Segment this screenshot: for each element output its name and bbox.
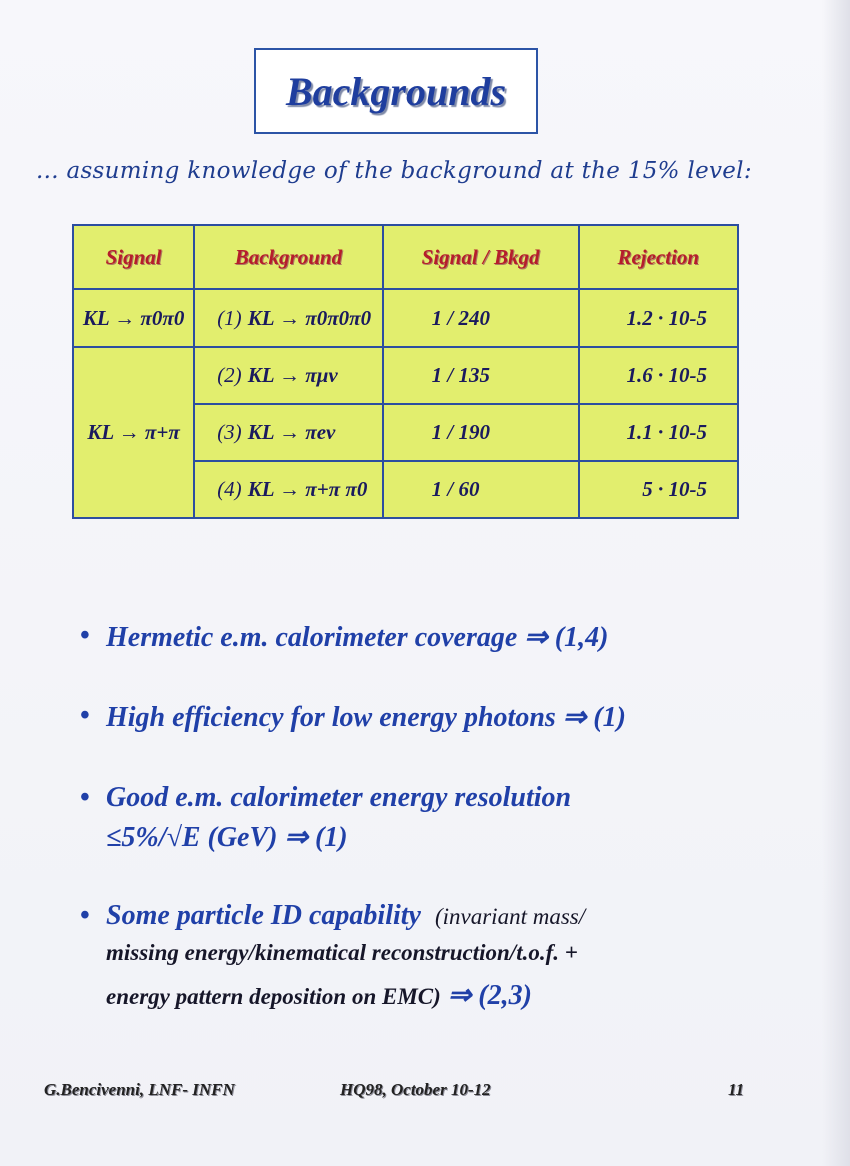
bullet-text-line2: ≤5%/√E (GeV) ⇒ (1) xyxy=(106,822,348,853)
table-row xyxy=(73,347,738,404)
background-cell xyxy=(194,289,382,347)
bullet-text-aside: energy pattern deposition on EMC) xyxy=(106,984,441,1009)
row-number: (3) xyxy=(217,420,242,444)
signal-cell: KL → π0π0 xyxy=(73,289,194,347)
background-cell xyxy=(194,461,382,518)
page-edge-shadow xyxy=(822,0,850,1166)
signal-bkgd-cell: 1 / 60 xyxy=(383,461,579,518)
bullet-dot-icon: • xyxy=(80,900,90,931)
table-row xyxy=(73,289,738,347)
header-signal: Signal xyxy=(73,225,194,289)
header-signal-bkgd: Signal / Bkgd xyxy=(383,225,579,289)
rejection-cell: 5 · 10-5 xyxy=(579,461,738,518)
bullet-text-aside: (invariant mass/ xyxy=(434,904,586,929)
table-header-row xyxy=(73,225,738,289)
signal-bkgd-cell: 1 / 135 xyxy=(383,347,579,404)
header-background: Background xyxy=(194,225,382,289)
bullet-text-line1 xyxy=(106,900,585,932)
bullet-dot-icon: • xyxy=(80,782,90,813)
background-process: KL → πeν xyxy=(247,420,336,444)
bullet-text-line3 xyxy=(106,978,532,1012)
background-cell xyxy=(194,347,382,404)
footer-page-number: 11 xyxy=(728,1080,745,1099)
row-number: (2) xyxy=(217,363,242,387)
row-number: (4) xyxy=(217,477,242,501)
footer-conference: HQ98, October 10-12 xyxy=(340,1080,491,1099)
slide-title: Backgrounds xyxy=(285,68,507,114)
bullet-text: Hermetic e.m. calorimeter coverage ⇒ (1,4) xyxy=(106,622,609,653)
subtitle: ... assuming knowledge of the background at the 15% level: xyxy=(36,158,752,184)
rejection-cell: 1.6 · 10-5 xyxy=(579,347,738,404)
background-process: KL → π0π0π0 xyxy=(247,305,372,330)
bullet-text-ref: ⇒ (2,3) xyxy=(447,980,532,1011)
signal-bkgd-cell: 1 / 240 xyxy=(383,289,579,347)
signal-cell: KL → π+π xyxy=(73,347,194,518)
header-rejection: Rejection xyxy=(579,225,738,289)
bullet-dot-icon: • xyxy=(80,700,90,731)
row-number: (1) xyxy=(217,305,242,330)
background-cell xyxy=(194,404,382,461)
background-table xyxy=(72,224,739,519)
bullet-text-line1: Good e.m. calorimeter energy resolution xyxy=(106,782,572,813)
title-box xyxy=(254,48,538,134)
background-process: KL → π+π π0 xyxy=(247,477,368,501)
bullet-text-line2: missing energy/kinematical reconstruction/t.o.f. + xyxy=(106,940,578,965)
rejection-cell: 1.1 · 10-5 xyxy=(579,404,738,461)
bullet-text-main: Some particle ID capability xyxy=(106,900,421,931)
rejection-cell: 1.2 · 10-5 xyxy=(579,289,738,347)
signal-bkgd-cell: 1 / 190 xyxy=(383,404,579,461)
bullet-dot-icon: • xyxy=(80,620,90,651)
footer-author: G.Bencivenni, LNF- INFN xyxy=(44,1080,235,1099)
background-process: KL → πμν xyxy=(247,363,338,387)
bullet-text: High efficiency for low energy photons ⇒ (1) xyxy=(106,702,626,733)
